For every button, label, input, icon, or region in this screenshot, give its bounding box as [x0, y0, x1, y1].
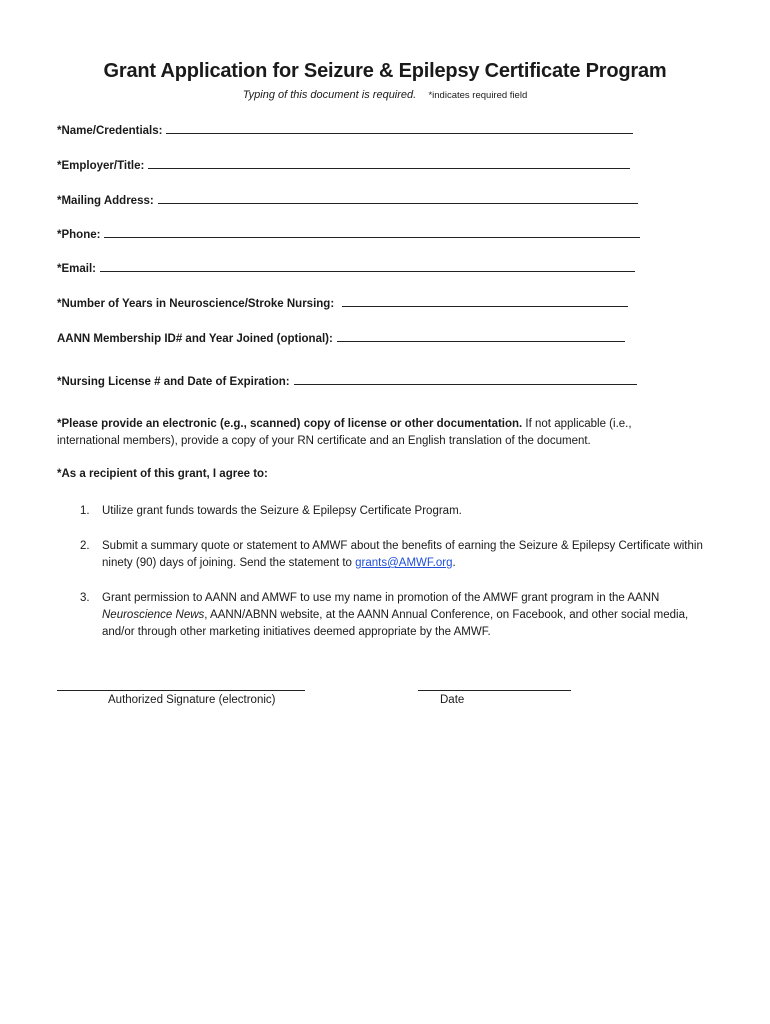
document-title: Grant Application for Seizure & Epilepsy Certificate Program [103, 60, 667, 82]
membership-id-label: AANN Membership ID# and Year Joined (optional): [57, 333, 333, 345]
nursing-license-label: *Nursing License # and Date of Expiration: [57, 376, 290, 388]
documentation-bold-text: *Please provide an electronic (e.g., scanned) copy of license or other documentation. [57, 418, 523, 430]
name-credentials-line[interactable] [166, 123, 633, 134]
employer-title-label: *Employer/Title: [57, 160, 145, 172]
nursing-license-line[interactable] [294, 374, 637, 385]
agreement-item-text: Utilize grant funds towards the Seizure & Epilepsy Certificate Program. [102, 505, 462, 517]
mailing-address-field[interactable] [57, 193, 638, 207]
membership-id-field[interactable] [57, 331, 625, 345]
email-label: *Email: [57, 263, 96, 275]
agreement-item-2-text-after: . [452, 557, 456, 569]
documentation-normal-text: If not applicable (i.e., international members), provide a copy of your RN certificate and an English translation of the document. [57, 418, 632, 447]
years-nursing-line[interactable] [342, 296, 628, 307]
agreement-item-2 [80, 538, 710, 572]
agreement-item-text [102, 590, 710, 641]
documentation-paragraph [57, 416, 697, 450]
agreement-item-number: 3. [80, 592, 90, 604]
phone-field[interactable] [57, 227, 640, 241]
required-field-note: *indicates required field [428, 90, 528, 101]
agreement-item-1 [80, 503, 710, 520]
document-subtitle [0, 89, 770, 101]
phone-label: *Phone: [57, 229, 101, 241]
neuroscience-news-title: Neuroscience News [102, 609, 205, 621]
nursing-license-field[interactable] [57, 374, 637, 388]
years-nursing-label: *Number of Years in Neuroscience/Stroke Nursing: [57, 298, 335, 310]
years-nursing-field[interactable] [57, 296, 628, 310]
grants-email-link[interactable]: grants@AMWF.org [355, 557, 453, 569]
name-credentials-label: *Name/Credentials: [57, 125, 163, 137]
date-line[interactable] [418, 690, 571, 691]
agreement-item-text [102, 538, 710, 572]
name-credentials-field[interactable] [57, 123, 633, 137]
email-line[interactable] [100, 261, 635, 272]
signature-line[interactable] [57, 690, 305, 691]
agreement-heading: *As a recipient of this grant, I agree to: [57, 468, 268, 480]
agreement-item-3-text-before: Grant permission to AANN and AMWF to use my name in promotion of the AMWF grant program in the AANN [102, 592, 660, 604]
date-label: Date [440, 694, 465, 706]
typing-required-note: Typing of this document is required. [242, 89, 417, 101]
agreement-item-2-text-before: Submit a summary quote or statement to AMWF about the benefits of earning the Seizure & Epilepsy Certificate within ninety (90) days of joining. Send the statement to [102, 540, 703, 569]
employer-title-field[interactable] [57, 158, 630, 172]
phone-line[interactable] [104, 227, 640, 238]
agreement-item-3 [80, 590, 710, 641]
email-field[interactable] [57, 261, 635, 275]
mailing-address-line[interactable] [158, 193, 638, 204]
signature-label: Authorized Signature (electronic) [108, 694, 276, 706]
employer-title-line[interactable] [148, 158, 630, 169]
membership-id-line[interactable] [337, 331, 625, 342]
agreement-item-3-text-after: , AANN/ABNN website, at the AANN Annual Conference, on Facebook, and other social media, and/or through other marketing initiatives deemed appropriate by the AMWF. [102, 609, 689, 638]
agreement-item-number: 2. [80, 540, 90, 552]
agreement-item-number: 1. [80, 505, 90, 517]
mailing-address-label: *Mailing Address: [57, 195, 154, 207]
